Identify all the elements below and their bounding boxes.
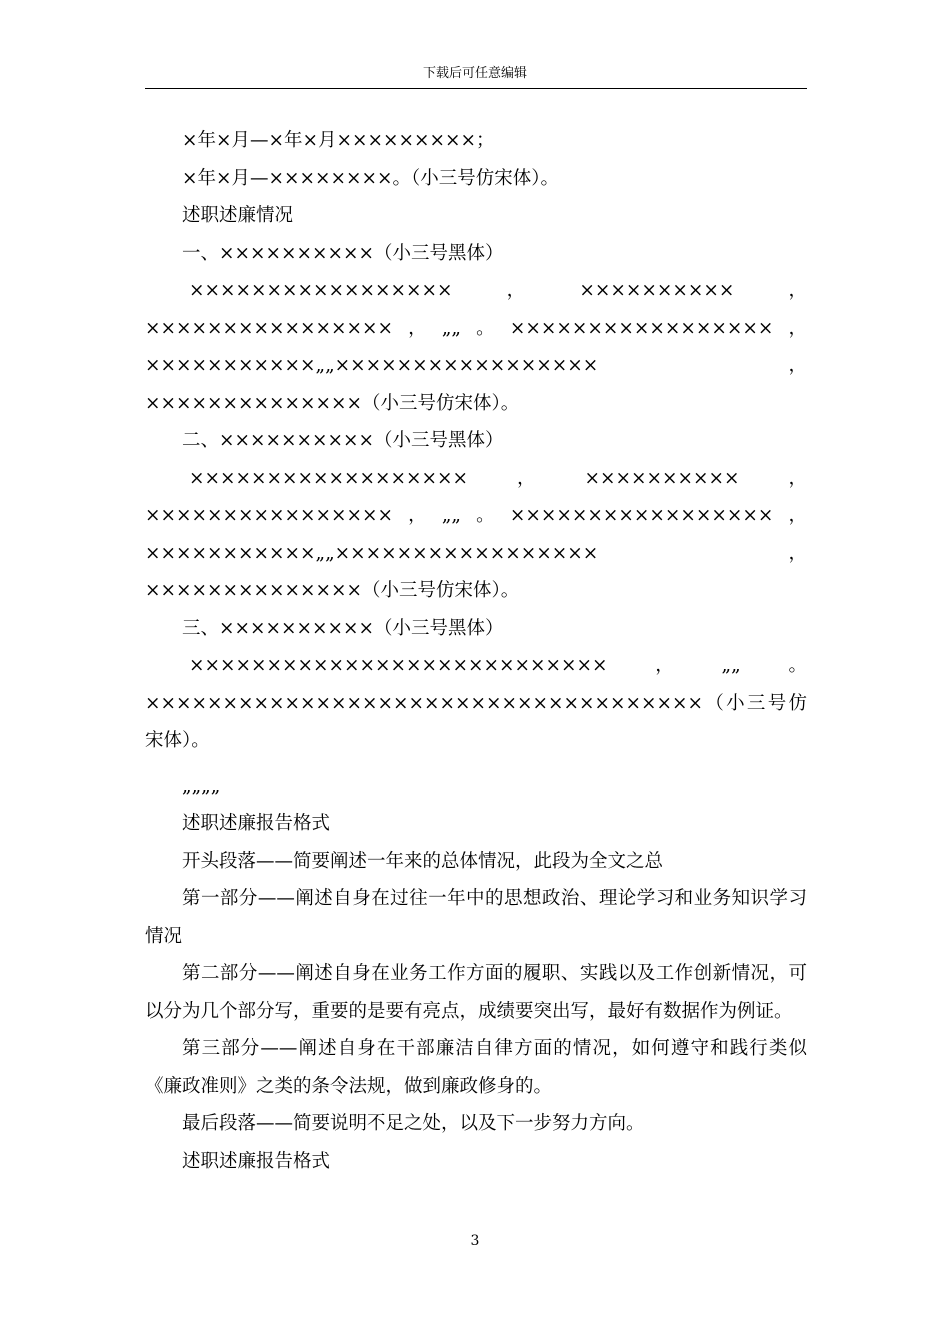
format-title-repeat: 述职述廉报告格式	[182, 1150, 331, 1172]
document-body	[145, 122, 807, 1180]
date-line-2: ×年×月—××××××××。（小三号仿宋体）。	[182, 167, 560, 189]
section-title: 述职述廉情况	[182, 205, 294, 226]
page-number: 3	[470, 1233, 480, 1249]
part-one: 第一部分——阐述自身在过往一年中的思想政治、理论学习和业务知识学习情况	[145, 888, 807, 947]
ellipsis-line: „„„„	[182, 775, 221, 797]
page-header: 下载后可任意编辑	[422, 66, 527, 81]
paragraph-one: ×××××××××××××××××，××××××××××，××××××××××××××××，„„。×××××××××××××××××，×××××××××××„„×××××××××××××××××， ××××××××××××××（小三号仿宋体）。	[145, 280, 807, 414]
date-line-1: ×年×月—×年×月×××××××××；	[182, 130, 495, 151]
format-title: 述职述廉报告格式	[182, 813, 331, 834]
header-divider	[145, 88, 807, 89]
part-three: 第三部分——阐述自身在干部廉洁自律方面的情况，如何遵守和践行类似《廉政准则》之类的条令法规，做到廉政修身的。	[145, 1038, 807, 1097]
heading-three: 三、××××××××××（小三号黑体）	[182, 617, 504, 639]
heading-two: 二、××××××××××（小三号黑体）	[182, 430, 504, 451]
paragraph-three: ×××××××××××××××××××××××××××，„„。××××××××××××××××××××××××××××××××××××（小三号仿宋体）。	[145, 655, 807, 751]
part-two: 第二部分——阐述自身在业务工作方面的履职、实践以及工作创新情况，可以分为几个部分写，重要的是要有亮点，成绩要突出写，最好有数据作为例证。	[145, 963, 807, 1022]
opening-paragraph: 开头段落——简要阐述一年来的总体情况，此段为全文之总	[182, 850, 664, 872]
heading-one: 一、××××××××××（小三号黑体）	[182, 242, 504, 264]
paragraph-two: ××××××××××××××××××，××××××××××，××××××××××××××××，„„。×××××××××××××××××，×××××××××××„„×××××××××××××××××， ××××××××××××××（小三号仿宋体）。	[145, 467, 807, 601]
closing-paragraph: 最后段落——简要说明不足之处，以及下一步努力方向。	[182, 1113, 645, 1134]
